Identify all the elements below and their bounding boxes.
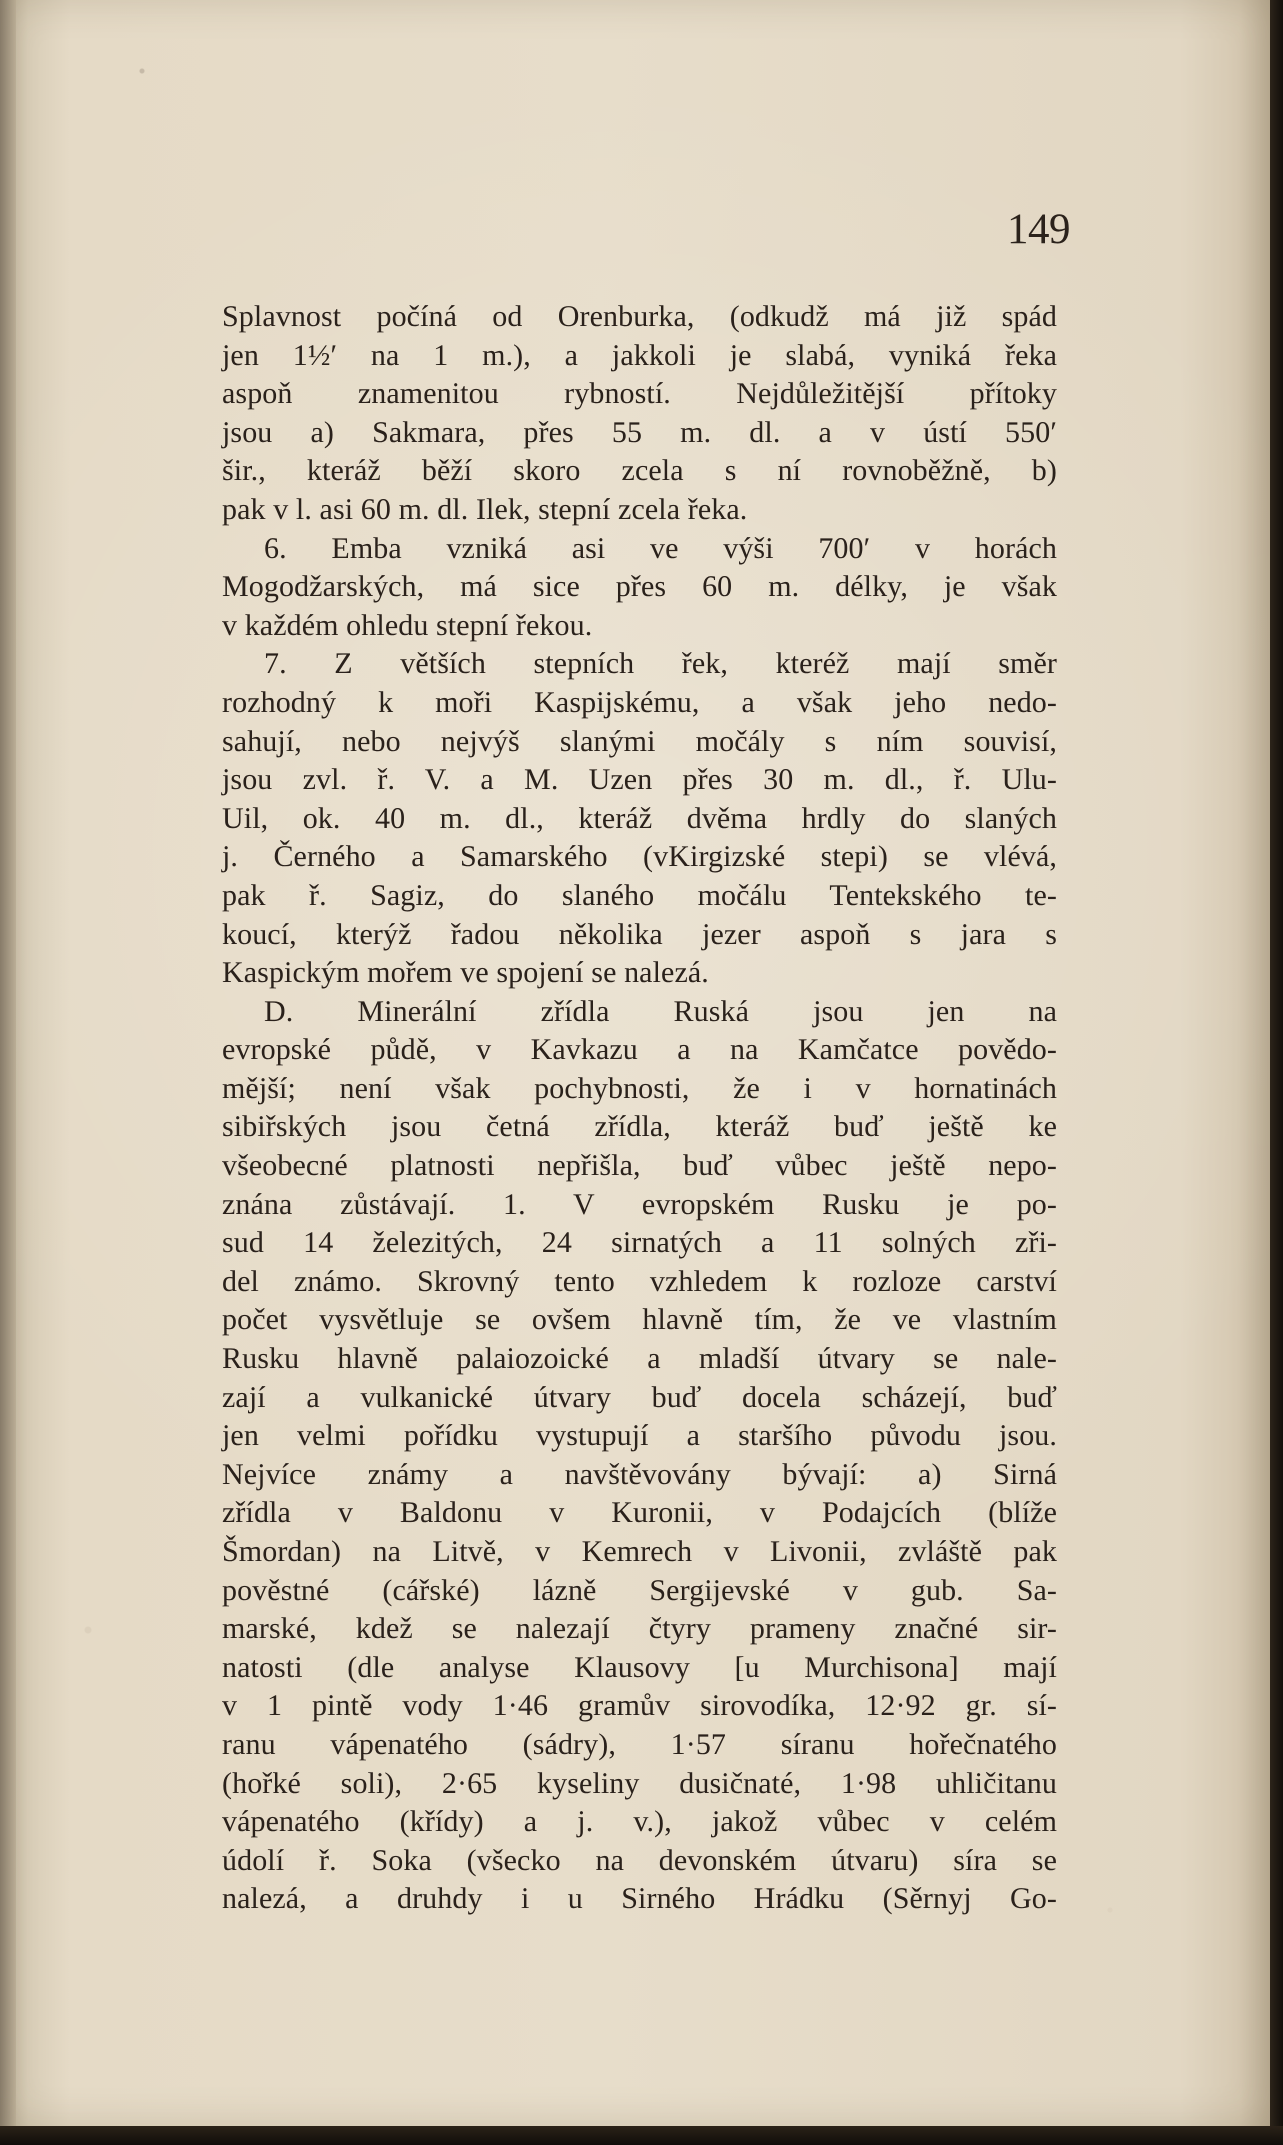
text-line: pak v l. asi 60 m. dl. Ilek, stepní zcela řeka. <box>222 492 748 526</box>
text-line: Rusku hlavně palaiozoické a mladší útvary se nale- <box>222 1342 1057 1376</box>
text-line: znána zůstávají. 1. V evropském Rusku je po- <box>222 1187 1057 1221</box>
page-number: 149 <box>1007 206 1070 253</box>
text-line: šir., kteráž běží skoro zcela s ní rovnoběžně, b) <box>222 454 1057 488</box>
text-line: marské, kdež se nalezají čtyry prameny značné sir- <box>222 1612 1057 1646</box>
text-line: jsou a) Sakmara, přes 55 m. dl. a v ústí 550′ <box>222 415 1057 449</box>
text-line: pak ř. Sagiz, do slaného močálu Tentekského te- <box>222 878 1057 912</box>
text-line: údolí ř. Soka (všecko na devonském útvaru) síra se <box>222 1843 1057 1877</box>
text-line: jsou zvl. ř. V. a M. Uzen přes 30 m. dl., ř. Ulu- <box>222 763 1057 797</box>
text-line: sahují, nebo nejvýš slanými močály s ním souvisí, <box>222 724 1057 758</box>
text-line: 6. Emba vzniká asi ve výši 700′ v horách <box>264 531 1057 565</box>
text-line: v 1 pintě vody 1·46 gramův sirovodíka, 12·92 gr. sí- <box>222 1689 1057 1723</box>
text-line: v každém ohledu stepní řekou. <box>222 608 593 642</box>
text-line: 7. Z větších stepních řek, kteréž mají směr <box>264 647 1057 681</box>
text-line: jen velmi pořídku vystupují a staršího původu jsou. <box>222 1419 1057 1453</box>
text-line: jen 1½′ na 1 m.), a jakkoli je slabá, vyniká řeka <box>222 338 1057 372</box>
text-line: zřídla v Baldonu v Kuronii, v Podajcích (blíže <box>222 1496 1057 1530</box>
text-line: nalezá, a druhdy i u Sirného Hrádku (Sěrnyj Go- <box>222 1882 1057 1916</box>
scan-bottom-edge <box>0 2126 1283 2145</box>
text-line: Šmordan) na Litvě, v Kemrech v Livonii, zvláště pak <box>222 1535 1057 1568</box>
page-gutter <box>0 0 16 2126</box>
text-line: Uil, ok. 40 m. dl., kteráž dvěma hrdly do slaných <box>222 801 1057 835</box>
text-line: sud 14 železitých, 24 sirnatých a 11 solných zři- <box>222 1226 1057 1260</box>
text-line: Mogodžarských, má sice přes 60 m. délky, je však <box>222 570 1057 604</box>
text-line: počet vysvětluje se ovšem hlavně tím, že ve vlastním <box>222 1303 1057 1337</box>
text-line: rozhodný k moři Kaspijskému, a však jeho nedo- <box>222 685 1057 719</box>
text-line: D. Minerální zřídla Ruská jsou jen na <box>264 994 1057 1028</box>
text-line: všeobecné platnosti nepřišla, buď vůbec ještě nepo- <box>222 1149 1057 1183</box>
text-line: aspoň znamenitou rybností. Nejdůležitější přítoky <box>222 377 1057 411</box>
text-line: ranu vápenatého (sádry), 1·57 síranu hořečnatého <box>222 1727 1057 1761</box>
text-line: natosti (dle analyse Klausovy [u Murchisona] mají <box>222 1650 1057 1684</box>
text-line: Kaspickým mořem ve spojení se nalezá. <box>222 956 709 990</box>
scan-right-edge <box>1270 0 1283 2145</box>
text-line: mější; není však pochybnosti, že i v hornatinách <box>222 1071 1057 1105</box>
text-line: del známo. Skrovný tento vzhledem k rozloze carství <box>222 1264 1057 1298</box>
text-line: vápenatého (křídy) a j. v.), jakož vůbec v celém <box>222 1805 1057 1839</box>
text-line: j. Černého a Samarského (vKirgizské stepi) se vlévá, <box>222 840 1057 874</box>
text-line: (hořké soli), 2·65 kyseliny dusičnaté, 1·98 uhličitanu <box>222 1766 1057 1800</box>
body-text <box>222 298 1057 1919</box>
text-line: Splavnost počíná od Orenburka, (odkudž má již spád <box>222 300 1057 333</box>
text-line: evropské půdě, v Kavkazu a na Kamčatce povědo- <box>222 1033 1057 1067</box>
text-line: zají a vulkanické útvary buď docela scházejí, buď <box>222 1380 1057 1414</box>
text-line: Nejvíce známy a navštěvovány bývají: a) Sirná <box>222 1457 1057 1491</box>
text-line: sibiřských jsou četná zřídla, kteráž buď ještě ke <box>222 1110 1057 1144</box>
text-line: pověstné (cářské) lázně Sergijevské v gub. Sa- <box>222 1573 1057 1607</box>
text-line: koucí, kterýž řadou několika jezer aspoň s jara s <box>222 917 1057 951</box>
